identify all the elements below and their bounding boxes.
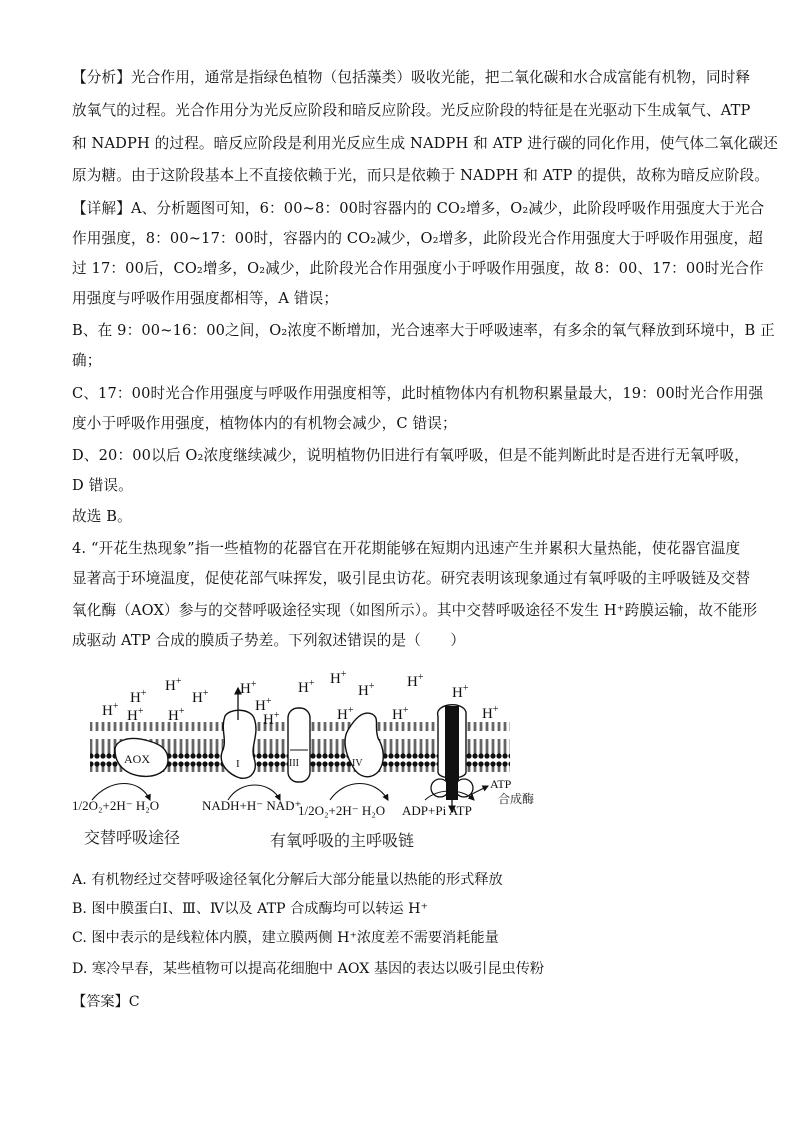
svg-text:H+: H+ [298, 678, 315, 696]
equation-labels [72, 798, 472, 818]
analysis-line-3: 和 NADPH 的过程。暗反应阶段是利用光反应生成 NADPH 和 ATP 进行碳的同化作用，使气体二氧化碳还 [72, 135, 778, 152]
detail-line-1: 【详解】A、分析题图可知，6：00~8：00时容器内的 CO₂增多，O₂减少，此阶段呼吸作用强度大于光合 [72, 200, 765, 217]
caption-alternative-pathway: 交替呼吸途径 [84, 828, 181, 847]
detail-line-8: 度小于呼吸作用强度，植物体内的有机物会减少，C 错误； [72, 415, 457, 432]
analysis-line-4: 原为糖。由于这阶段基本上不直接依赖于光，而只是依赖于 NADPH 和 ATP 的提供，故称为暗反应阶段。 [72, 167, 769, 184]
svg-text:H+: H+ [263, 710, 280, 728]
detail-line-2: 作用强度，8：00~17：00时，容器内的 CO₂减少，O₂增多，此阶段光合作用强度大于呼吸作用强度，超 [72, 230, 764, 247]
detail-line-6: 确； [72, 352, 102, 369]
svg-text:1/2O₂+2H⁻ H₂O: 1/2O₂+2H⁻ H₂O [72, 798, 160, 813]
question-line-2: 显著高于环境温度，促使花部气味挥发，吸引昆虫访花。研究表明该现象通过有氧呼吸的主呼吸链及交替 [72, 570, 751, 587]
svg-text:H+: H+ [358, 681, 375, 699]
svg-text:I: I [236, 758, 240, 770]
option-C: C. 图中表示的是线粒体内膜，建立膜两侧 H⁺浓度差不需要消耗能量 [72, 930, 499, 946]
svg-text:ADP+Pi ATP: ADP+Pi ATP [402, 803, 472, 818]
question-line-1: 4. “开花生热现象”指一些植物的花器官在开花期能够在短期内迅速产生并累积大量热能，使花器官温度 [72, 540, 741, 557]
membrane-diagram [70, 660, 570, 855]
complex-III [288, 708, 310, 782]
svg-text:IV: IV [352, 758, 363, 769]
question-line-3: 氧化酶（AOX）参与的交替呼吸途径实现（如图所示）。其中交替呼吸途径不发生 H⁺跨膜运输，故不能形 [72, 602, 758, 619]
detail-line-5: B、在 9：00~16：00之间，O₂浓度不断增加，光合速率大于呼吸速率，有多余的氧气释放到环境中，B 正 [72, 322, 775, 339]
svg-text:H+: H+ [165, 676, 182, 694]
svg-text:H+: H+ [192, 688, 209, 706]
option-D: D. 寒冷早春，某些植物可以提高花细胞中 AOX 基因的表达以吸引昆虫传粉 [72, 961, 545, 977]
svg-text:H+: H+ [407, 672, 424, 690]
svg-text:H+: H+ [337, 705, 354, 723]
answer: 【答案】C [72, 994, 140, 1010]
svg-text:H+: H+ [392, 705, 409, 723]
svg-text:AOX: AOX [124, 752, 150, 766]
svg-text:ATP: ATP [490, 777, 512, 791]
detail-line-10: D 错误。 [72, 477, 133, 494]
analysis-line-1: 【分析】光合作用，通常是指绿色植物（包括藻类）吸收光能，把二氧化碳和水合成富能有机物，同时释 [72, 69, 751, 86]
option-A: A. 有机物经过交替呼吸途径氧化分解后大部分能量以热能的形式释放 [72, 872, 503, 888]
analysis-line-2: 放氧气的过程。光合作用分为光反应阶段和暗反应阶段。光反应阶段的特征是在光驱动下生成氧气、ATP [72, 102, 751, 119]
svg-text:H+: H+ [255, 696, 272, 714]
svg-text:H+: H+ [482, 704, 499, 722]
svg-text:H+: H+ [168, 706, 185, 724]
svg-text:1/2O₂+2H⁻ H₂O: 1/2O₂+2H⁻ H₂O [298, 803, 386, 818]
svg-text:III: III [289, 758, 299, 769]
detail-line-4: 用强度与呼吸作用强度都相等，A 错误； [72, 290, 339, 307]
svg-text:H+: H+ [130, 688, 147, 706]
complex-I [221, 688, 256, 778]
svg-text:H+: H+ [330, 669, 347, 687]
svg-text:H+: H+ [102, 701, 119, 719]
detail-line-9: D、20：00以后 O₂浓度继续减少，说明植物仍旧进行有氧呼吸，但是不能判断此时是否进行无氧呼吸， [72, 447, 749, 464]
svg-text:H+: H+ [127, 706, 144, 724]
question-line-4: 成驱动 ATP 合成的膜质子势差。下列叙述错误的是（ ） [72, 632, 466, 649]
detail-line-11: 故选 B。 [72, 508, 132, 525]
svg-text:NADH+H⁻ NAD⁺: NADH+H⁻ NAD⁺ [202, 798, 302, 813]
svg-text:合成酶: 合成酶 [498, 792, 535, 806]
caption-main-chain: 有氧呼吸的主呼吸链 [270, 831, 415, 850]
svg-text:H+: H+ [452, 683, 469, 701]
detail-line-7: C、17：00时光合作用强度与呼吸作用强度相等，此时植物体内有机物积累量最大，19：00时光合作用强 [72, 385, 764, 402]
svg-text:H+: H+ [240, 679, 257, 697]
detail-line-3: 过 17：00后，CO₂增多，O₂减少，此阶段光合作用强度小于呼吸作用强度，故 8：00、17：00时光合作 [72, 260, 764, 277]
option-B: B. 图中膜蛋白Ⅰ、Ⅲ、Ⅳ以及 ATP 合成酶均可以转运 H⁺ [72, 901, 428, 917]
